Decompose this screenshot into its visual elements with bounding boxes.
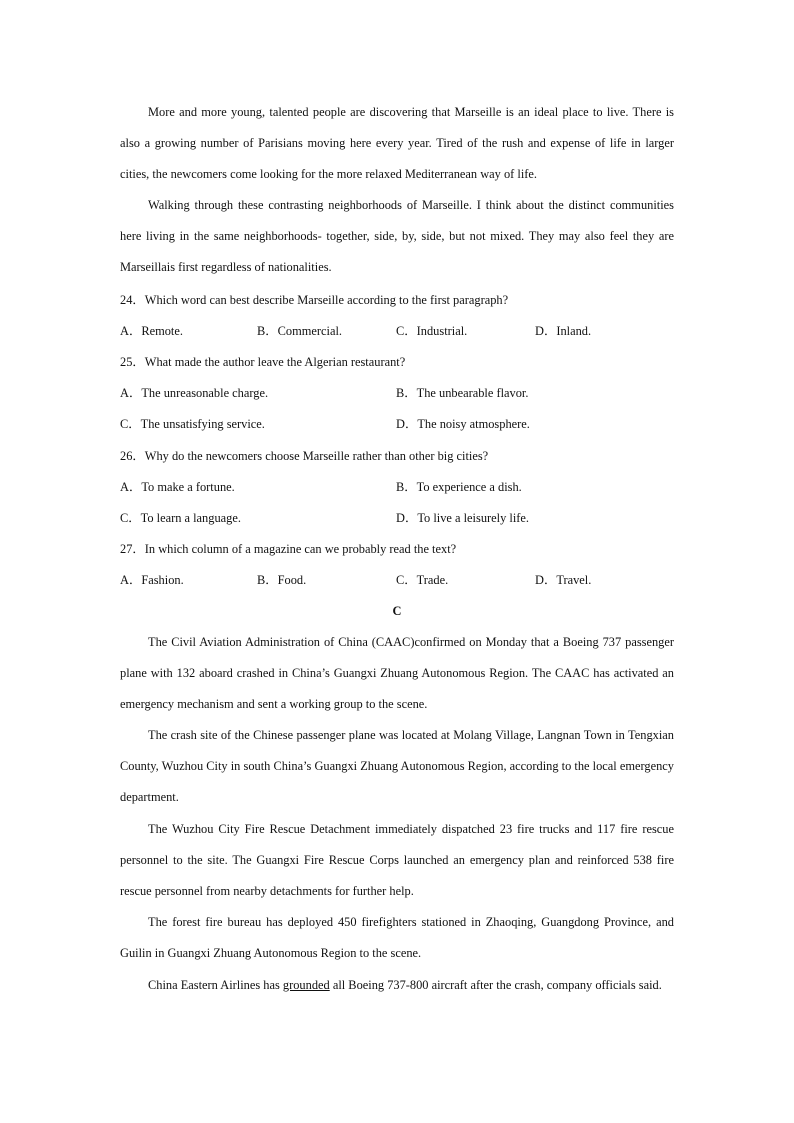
question-24-option-d[interactable]: D．Inland. xyxy=(535,324,592,338)
passage-b-paragraph-2: Walking through these contrasting neighborhoods of Marseille. I think about the distinct communities here living in the same neighborhoods- together, side, by, side, but not mixed. They may also feel they are Marseillais first regardless of nationalities. xyxy=(120,198,674,275)
section-c-paragraph-5 xyxy=(120,970,674,1001)
question-27-option-d[interactable]: D．Travel. xyxy=(535,573,592,587)
question-24-stem: 24．Which word can best describe Marseille according to the first paragraph? xyxy=(120,293,509,307)
underlined-word-grounded: grounded xyxy=(282,978,330,992)
question-27-option-a[interactable]: A．Fashion. xyxy=(120,573,184,587)
question-24-option-b[interactable]: B．Commercial. xyxy=(257,324,342,338)
section-c-paragraph-4: The forest fire bureau has deployed 450 firefighters stationed in Zhaoqing, Guangdong Province, and Guilin in Guangxi Zhuang Autonomous Region to the scene. xyxy=(120,915,674,961)
question-27-option-c[interactable]: C．Trade. xyxy=(396,573,449,587)
paragraph-5-text-before: China Eastern Airlines has xyxy=(148,978,283,992)
question-25-option-c[interactable]: C．The unsatisfying service. xyxy=(120,417,265,431)
question-26-option-b[interactable]: B．To experience a dish. xyxy=(396,480,522,494)
question-24-option-a[interactable]: A．Remote. xyxy=(120,324,183,338)
question-26-option-a[interactable]: A．To make a fortune. xyxy=(120,480,235,494)
section-c-paragraph-2: The crash site of the Chinese passenger plane was located at Molang Village, Langnan Town in Tengxian County, Wuzhou City in south China’s Guangxi Zhuang Autonomous Region, according to the local emergency department. xyxy=(120,728,674,805)
section-c-paragraph-3: The Wuzhou City Fire Rescue Detachment immediately dispatched 23 fire trucks and 117 fire rescue personnel to the site. The Guangxi Fire Rescue Corps launched an emergency plan and reinforced 538 fire rescue personnel from nearby detachments for further help. xyxy=(120,822,674,899)
paragraph-5-text-after: all Boeing 737-800 aircraft after the crash, company officials said. xyxy=(329,978,662,992)
question-25-stem: 25．What made the author leave the Algerian restaurant? xyxy=(120,355,406,369)
question-25-option-d[interactable]: D．The noisy atmosphere. xyxy=(396,417,530,431)
question-26-option-c[interactable]: C．To learn a language. xyxy=(120,511,241,525)
question-25-option-b[interactable]: B．The unbearable flavor. xyxy=(396,386,529,400)
section-c-paragraph-1: The Civil Aviation Administration of China (CAAC)confirmed on Monday that a Boeing 737 passenger plane with 132 aboard crashed in China’s Guangxi Zhuang Autonomous Region. The CAAC has activated an emergency mechanism and sent a working group to the scene. xyxy=(120,635,674,712)
question-24-option-c[interactable]: C．Industrial. xyxy=(396,324,468,338)
passage-b-paragraph-1: More and more young, talented people are discovering that Marseille is an ideal place to live. There is also a growing number of Parisians moving here every year. Tired of the rush and expense of life in larger cities, the newcomers come looking for the more relaxed Mediterranean way of life. xyxy=(120,105,674,182)
section-c-title: C xyxy=(392,604,402,618)
question-26-stem: 26．Why do the newcomers choose Marseille rather than other big cities? xyxy=(120,449,489,463)
question-27-stem: 27．In which column of a magazine can we probably read the text? xyxy=(120,542,457,556)
question-25-option-a[interactable]: A．The unreasonable charge. xyxy=(120,386,269,400)
question-26-option-d[interactable]: D．To live a leisurely life. xyxy=(396,511,529,525)
question-27-option-b[interactable]: B．Food. xyxy=(257,573,307,587)
